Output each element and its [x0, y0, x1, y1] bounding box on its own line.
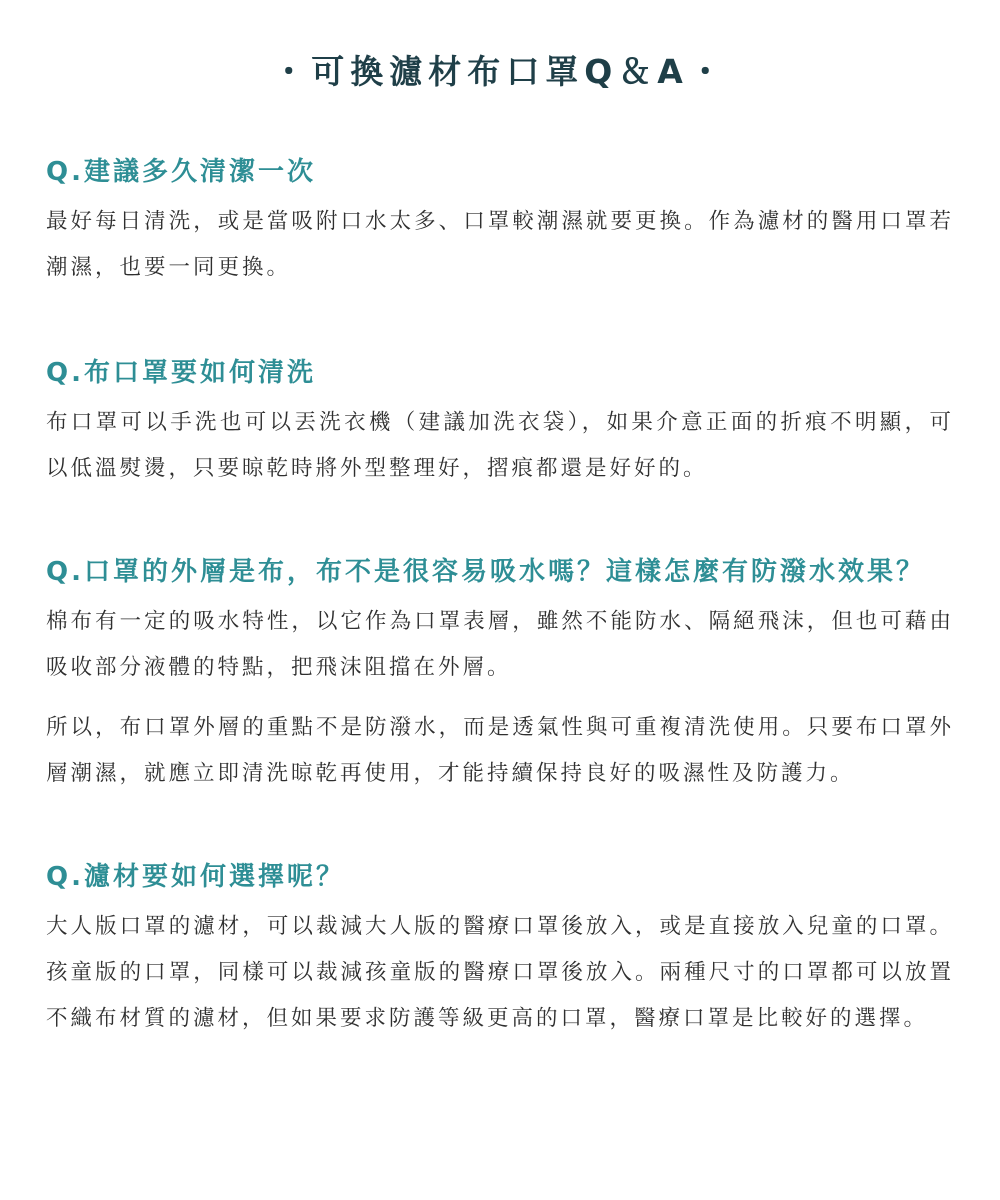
question-heading: Q.布口罩要如何清洗	[46, 358, 316, 388]
answer-paragraph: 棉布有一定的吸水特性，以它作為口罩表層，雖然不能防水、隔絕飛沫，但也可藉由吸收部分液體的特點，把飛沫阻擋在外層。	[46, 609, 954, 680]
qa-item-filter-choice	[46, 857, 954, 1042]
qa-item-water-repellent	[46, 552, 954, 797]
answer-paragraph: 最好每日清洗，或是當吸附口水太多、口罩較潮濕就要更換。作為濾材的醫用口罩若潮濕，也要一同更換。	[46, 209, 954, 280]
question-heading: Q.口罩的外層是布，布不是很容易吸水嗎？這樣怎麼有防潑水效果？	[46, 557, 925, 587]
answer-paragraph: 所以，布口罩外層的重點不是防潑水，而是透氣性與可重複清洗使用。只要布口罩外層潮濕，就應立即清洗晾乾再使用，才能持續保持良好的吸濕性及防護力。	[46, 715, 954, 786]
answer-paragraph: 大人版口罩的濾材，可以裁減大人版的醫療口罩後放入，或是直接放入兒童的口罩。孩童版的口罩，同樣可以裁減孩童版的醫療口罩後放入。兩種尺寸的口罩都可以放置不織布材質的濾材，但如果要求防護等級更高的口罩，醫療口罩是比較好的選擇。	[46, 914, 954, 1031]
question-heading: Q.濾材要如何選擇呢？	[46, 862, 345, 892]
qa-item-washing-method	[46, 353, 954, 492]
answer-paragraph: 布口罩可以手洗也可以丟洗衣機（建議加洗衣袋），如果介意正面的折痕不明顯，可以低溫熨燙，只要晾乾時將外型整理好，摺痕都還是好好的。	[46, 410, 954, 481]
page-title: ・可換濾材布口罩Q＆A・	[272, 52, 728, 91]
question-heading: Q.建議多久清潔一次	[46, 157, 316, 187]
qa-item-cleaning-frequency	[46, 152, 954, 291]
